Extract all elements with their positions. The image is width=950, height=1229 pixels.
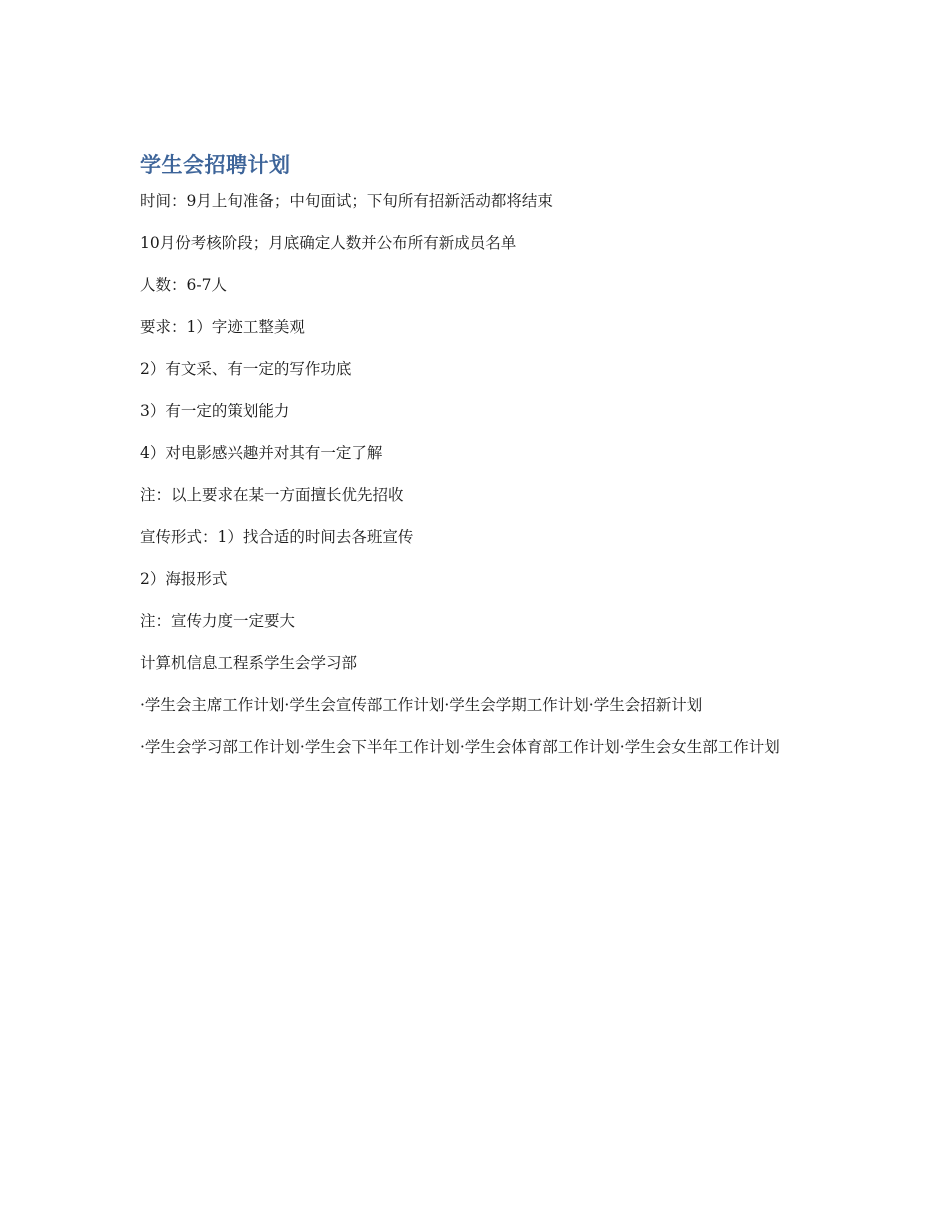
paragraph-headcount: 人数：6-7人 <box>140 276 227 294</box>
paragraph-promotion-2: 2）海报形式 <box>140 570 228 588</box>
paragraph-requirement-3: 3）有一定的策划能力 <box>140 402 290 420</box>
paragraph-requirement-4: 4）对电影感兴趣并对其有一定了解 <box>140 444 383 462</box>
paragraph-note-requirements: 注：以上要求在某一方面擅长优先招收 <box>140 486 404 504</box>
document-title: 学生会招聘计划 <box>140 153 291 177</box>
paragraph-requirement-1: 要求：1）字迹工整美观 <box>140 318 305 336</box>
paragraph-time: 时间：9月上旬准备；中旬面试；下旬所有招新活动都将结束 <box>140 192 553 210</box>
paragraph-october: 10月份考核阶段；月底确定人数并公布所有新成员名单 <box>140 234 517 252</box>
paragraph-requirement-2: 2）有文采、有一定的写作功底 <box>140 360 352 378</box>
paragraph-promotion-1: 宣传形式：1）找合适的时间去各班宣传 <box>140 528 414 546</box>
paragraph-note-promotion: 注：宣传力度一定要大 <box>140 612 296 630</box>
document-page <box>140 148 830 776</box>
related-links-line-1[interactable]: ·学生会主席工作计划·学生会宣传部工作计划·学生会学期工作计划·学生会招新计划 <box>140 696 703 714</box>
related-links-line-2[interactable]: ·学生会学习部工作计划·学生会下半年工作计划·学生会体育部工作计划·学生会女生部工作计划 <box>140 738 780 756</box>
paragraph-department: 计算机信息工程系学生会学习部 <box>140 654 358 672</box>
